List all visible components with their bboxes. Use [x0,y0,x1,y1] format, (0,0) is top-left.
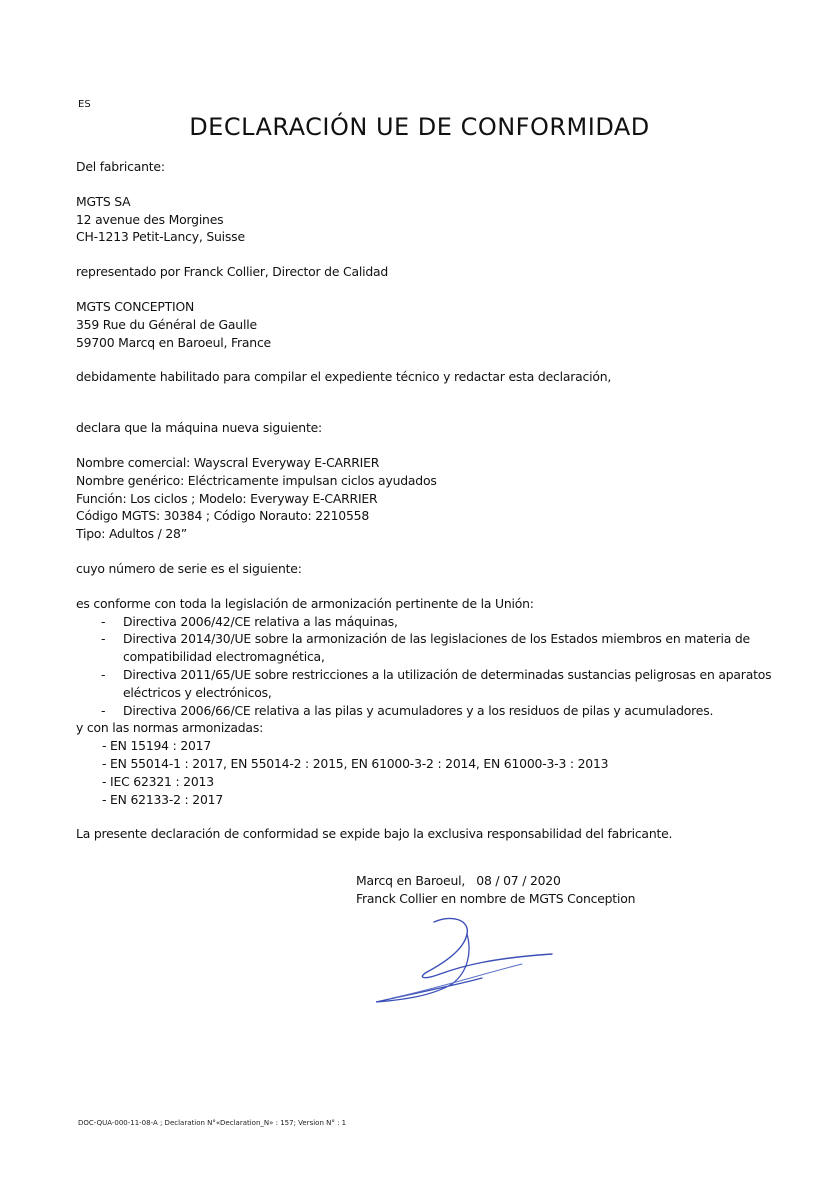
directives-list [76,613,776,720]
signature-block [356,872,635,908]
norm-item: - EN 62133-2 : 2017 [102,791,224,807]
conception-address1: 359 Rue du Général de Gaulle [76,316,257,332]
serial-text: cuyo número de serie es el siguiente: [76,560,302,576]
machine-type: Tipo: Adultos / 28” [76,526,187,542]
manufacturer-name: MGTS SA [76,193,131,209]
norms-list [76,737,776,808]
conception-name: MGTS CONCEPTION [76,298,195,314]
norm-item: - EN 15194 : 2017 [102,738,212,754]
handwritten-signature [372,912,557,1007]
responsibility-text: La presente declaración de conformidad se expide bajo la exclusiva responsabilidad del fabricante. [76,826,673,842]
language-code: ES [78,99,91,110]
signatory: Franck Collier en nombre de MGTS Conception [356,890,636,906]
compliance-intro: es conforme con toda la legislación de armonización pertinente de la Unión: [76,595,534,611]
manufacturer-address2: CH-1213 Petit-Lancy, Suisse [76,229,245,245]
machine-function-model: Función: Los ciclos ; Modelo: Everyway E-CARRIER [76,490,378,506]
declaration-body [76,158,776,843]
authorized-text: debidamente habilitado para compilar el expediente técnico y redactar esta declaración, [76,369,612,385]
machine-generic-name: Nombre genérico: Eléctricamente impulsan ciclos ayudados [76,472,437,488]
manufacturer-intro: Del fabricante: [76,159,165,174]
page-title: DECLARACIÓN UE DE CONFORMIDAD [189,113,650,141]
directive-item: - Directiva 2006/66/CE relativa a las pilas y acumuladores y a los residuos de pilas y acumuladores. [76,702,776,720]
norm-item: - IEC 62321 : 2013 [102,773,214,789]
represented-by: representado por Franck Collier, Director de Calidad [76,264,389,280]
machine-trade-name: Nombre comercial: Wayscral Everyway E-CARRIER [76,454,380,470]
machine-codes: Código MGTS: 30384 ; Código Norauto: 2210558 [76,508,370,524]
document-footer: DOC-QUA-000-11-08-A ; Declaration N°«Declaration_N» : 157; Version N° : 1 [78,1119,347,1127]
declares-text: declara que la máquina nueva siguiente: [76,420,323,436]
directive-item: - Directiva 2014/30/UE sobre la armonización de las legislaciones de los Estados miembros en materia de compatibilidad electromagnética, [76,630,776,666]
conception-address2: 59700 Marcq en Baroeul, France [76,334,271,350]
place-date: Marcq en Baroeul, 08 / 07 / 2020 [356,873,561,888]
directive-item: - Directiva 2011/65/UE sobre restricciones a la utilización de determinadas sustancias peligrosas en aparatos eléctricos y electrónicos, [76,666,776,702]
norm-item: - EN 55014-1 : 2017, EN 55014-2 : 2015, EN 61000-3-2 : 2014, EN 61000-3-3 : 2013 [102,755,609,771]
directive-item: - Directiva 2006/42/CE relativa a las máquinas, [76,613,776,631]
norms-intro: y con las normas armonizadas: [76,720,264,736]
manufacturer-address1: 12 avenue des Morgines [76,211,224,227]
